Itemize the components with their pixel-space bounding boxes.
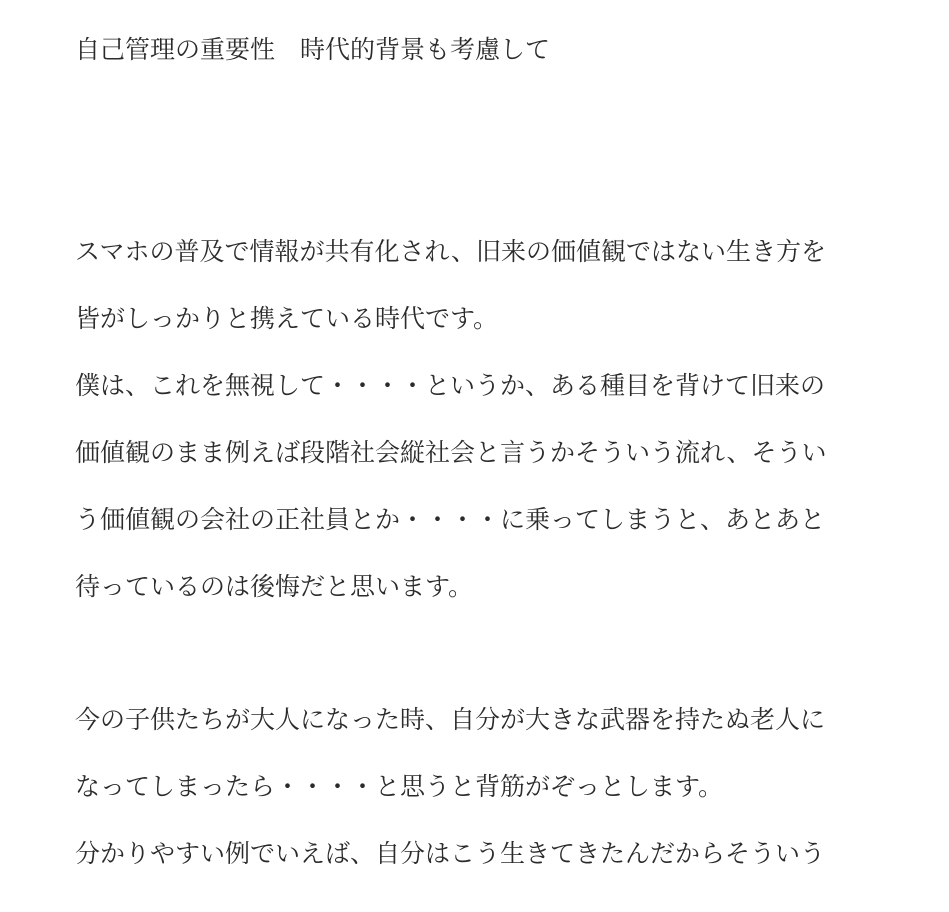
paragraph-1 [75, 232, 875, 634]
text-line: スマホの普及で情報が共有化され、旧来の価値観ではない生き方を [75, 237, 827, 266]
text-line: 分かりやすい例でいえば、自分はこう生きてきたんだからそういう [75, 839, 826, 868]
text-line: 待っているのは後悔だと思います。 [75, 572, 474, 601]
text-line: なってしまったら・・・・と思うと背筋がぞっとします。 [75, 772, 724, 801]
paragraph-2 [75, 700, 875, 901]
text-line: 皆がしっかりと携えている時代です。 [75, 304, 499, 333]
text-line: 僕は、これを無視して・・・・というか、ある種目を背けて旧来の [75, 371, 826, 400]
text-line: 今の子供たちが大人になった時、自分が大きな武器を持たぬ老人に [75, 705, 826, 734]
text-line: 価値観のまま例えば段階社会縦社会と言うかそういう流れ、そうい [75, 438, 827, 467]
document-title: 自己管理の重要性 時代的背景も考慮して [75, 35, 551, 64]
text-line: う価値観の会社の正社員とか・・・・に乗ってしまうと、あとあと [75, 505, 826, 534]
